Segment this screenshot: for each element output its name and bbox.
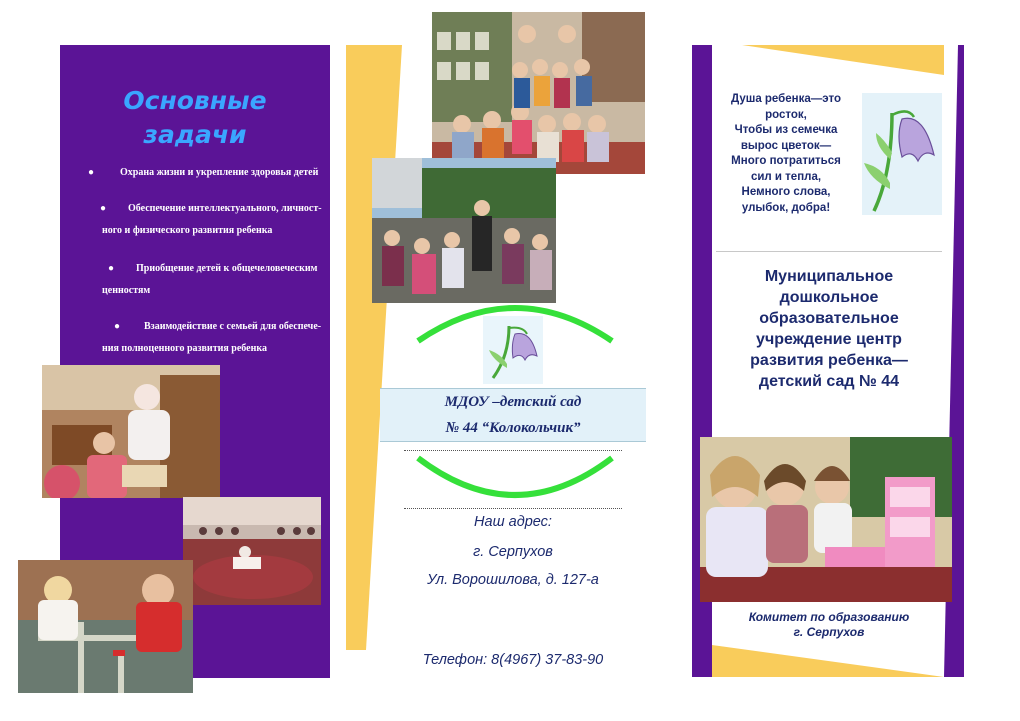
- address-street: Ул. Ворошилова, д. 127-а: [427, 572, 599, 588]
- committee-caption: [716, 610, 942, 640]
- quote-line: Чтобы из семечка: [734, 124, 838, 136]
- bottom-green-arc: [412, 452, 618, 508]
- task-item: [78, 198, 326, 242]
- bellflower-icon: [483, 316, 543, 384]
- dotted-divider: [404, 508, 622, 509]
- left-title-line1: Основные: [123, 86, 267, 115]
- right-yellow-top: [712, 45, 944, 75]
- institution-line: Муниципальное: [764, 268, 894, 285]
- bellflower-icon: [862, 93, 942, 215]
- task-item: [78, 162, 326, 184]
- quote-line: Немного слова,: [741, 186, 831, 198]
- photo-outdoor-game: [372, 158, 556, 303]
- task-line1: Обеспечение интеллектуального, личност-: [128, 203, 322, 214]
- task-item: [78, 316, 326, 360]
- quote-line: сил и тепла,: [750, 170, 822, 183]
- committee-line1: Комитет по образованию: [748, 610, 910, 624]
- right-divider: [716, 251, 942, 252]
- bullet: ●: [108, 263, 115, 274]
- photo-music-hall: [183, 497, 321, 605]
- photo-boy-road-mat: [18, 560, 193, 693]
- institution-name: [716, 266, 942, 392]
- institution-line: развития ребенка—: [750, 352, 908, 369]
- task-line2: ценностям: [102, 285, 151, 296]
- photo-library-group: [432, 12, 645, 174]
- quote-line: Много потратиться: [731, 155, 841, 167]
- institution-line: дошкольное: [779, 289, 879, 306]
- institution-line: образовательное: [759, 310, 899, 327]
- quote-line: улыбок, добра!: [741, 201, 831, 214]
- task-line2: ния полноценного развития ребенка: [102, 343, 267, 354]
- kindergarten-name-box: [380, 388, 646, 442]
- quote-poem: [718, 92, 854, 216]
- kindergarten-name-line2: № 44 “Колокольчик”: [445, 420, 581, 436]
- address-city: г. Серпухов: [473, 544, 553, 560]
- dotted-divider: [404, 450, 622, 451]
- photo-children-playroom: [42, 365, 220, 498]
- bullet: ●: [100, 203, 107, 214]
- committee-line2: г. Серпухов: [793, 625, 865, 639]
- task-line2: ного и физического развития ребенка: [102, 225, 273, 236]
- quote-line: Душа ребенка—это: [731, 93, 841, 105]
- photo-girls-dollhouse: [700, 437, 952, 602]
- quote-line: вырос цветок—: [740, 139, 832, 152]
- kindergarten-name-line1: МДОУ –детский сад: [444, 394, 582, 410]
- left-title-line2: задачи: [143, 120, 247, 149]
- task-line1: Охрана жизни и укрепление здоровья детей: [120, 167, 319, 178]
- address-label: Наш адрес:: [474, 514, 552, 530]
- task-line1: Взаимодействие с семьей для обеспече-: [144, 321, 322, 332]
- bullet: ●: [114, 321, 121, 332]
- task-item: [78, 258, 326, 302]
- right-yellow-bottom: [712, 645, 944, 677]
- institution-line: детский сад № 44: [758, 373, 900, 390]
- institution-line: учреждение центр: [756, 331, 902, 348]
- quote-line: росток,: [765, 108, 807, 121]
- left-title: [70, 84, 320, 152]
- phone-number: Телефон: 8(4967) 37-83-90: [422, 652, 604, 668]
- bullet: ●: [88, 167, 95, 178]
- task-line1: Приобщение детей к общечеловеческим: [136, 263, 318, 274]
